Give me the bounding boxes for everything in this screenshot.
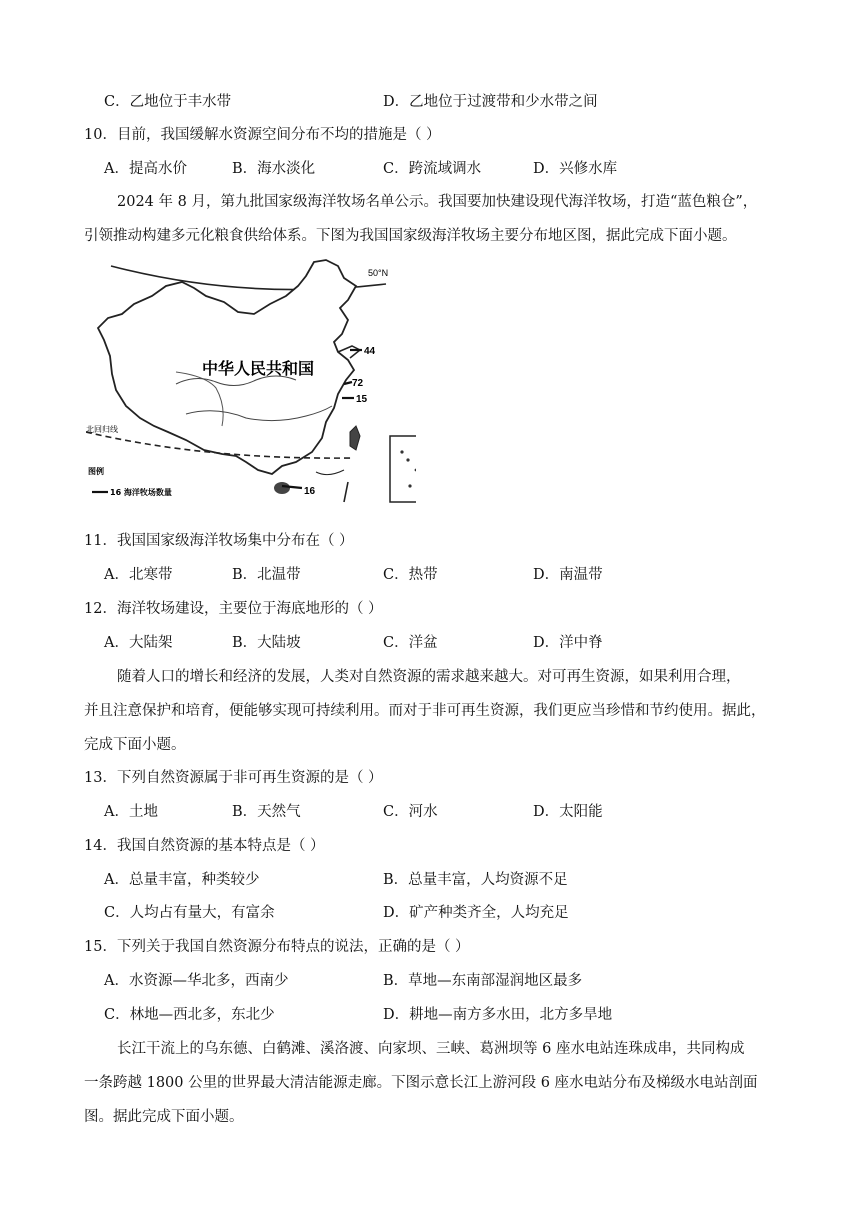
- passage2-line-3: 完成下面小题。: [84, 737, 186, 753]
- passage2-line-2: 并且注意保护和培育，便能够实现可持续利用。而对于非可再生资源，我们更应当珍惜和节约使用。据此，: [84, 703, 766, 719]
- lat-50n-label: 50°N: [368, 268, 389, 278]
- country-label: 中华人民共和国: [202, 359, 315, 378]
- passage3-line-2: 一条跨越 1800 公里的世界最大清洁能源走廊。下图示意长江上游河段 6 座水电站分布及梯级水电站剖面: [84, 1075, 758, 1091]
- q13-stem: 13．下列自然资源属于非可再生资源的是（ ）: [84, 770, 383, 786]
- q15-option-b: B．草地—东南部湿润地区最多: [383, 973, 583, 989]
- q14-option-b: B．总量丰富，人均资源不足: [383, 872, 568, 888]
- q11-option-a: A．北寒带: [104, 567, 173, 583]
- count-15: 15: [356, 394, 368, 405]
- count-16: 16: [304, 486, 316, 497]
- q15-option-d: D．耕地—南方多水田，北方多旱地: [383, 1007, 613, 1023]
- q12-option-b: B．大陆坡: [232, 635, 301, 651]
- passage1-line-1: 2024 年 8 月，第九批国家级海洋牧场名单公示。我国要加快建设现代海洋牧场，打造“蓝色粮仓”，: [117, 194, 758, 210]
- q13-option-d: D．太阳能: [533, 804, 603, 820]
- q10-option-b: B．海水淡化: [232, 161, 316, 177]
- q14-option-d: D．矿产种类齐全，人均充足: [383, 905, 569, 921]
- q11-option-d: D．南温带: [533, 567, 603, 583]
- hainan: [274, 482, 290, 494]
- q10-stem: 10．目前，我国缓解水资源空间分布不均的措施是（ ）: [84, 127, 441, 143]
- legend-item: 16 海洋牧场数量: [110, 488, 172, 497]
- q10-option-d: D．兴修水库: [533, 161, 618, 177]
- q11-option-c: C．热带: [383, 567, 438, 583]
- q12-option-c: C．洋盆: [383, 635, 438, 651]
- q10-option-a: A．提高水价: [104, 161, 187, 177]
- q11-stem: 11．我国国家级海洋牧场集中分布在（ ）: [84, 533, 354, 549]
- passage1-line-2: 引领推动构建多元化粮食供给体系。下图为我国国家级海洋牧场主要分布地区图，据此完成下面小题。: [84, 228, 737, 244]
- q12-option-a: A．大陆架: [104, 635, 173, 651]
- legend-title: 图例: [88, 467, 104, 476]
- taiwan: [350, 426, 360, 450]
- q15-option-a: A．水资源—华北多，西南少: [104, 973, 289, 989]
- tropic-label: 北回归线: [86, 425, 118, 434]
- passage3-line-1: 长江干流上的乌东德、白鹤滩、溪洛渡、向家坝、三峡、葛洲坝等 6 座水电站连珠成串，共同构成: [117, 1041, 745, 1057]
- q9-option-d: D．乙地位于过渡带和少水带之间: [383, 94, 598, 110]
- q9-option-c: C．乙地位于丰水带: [104, 94, 232, 110]
- q15-stem: 15．下列关于我国自然资源分布特点的说法，正确的是（ ）: [84, 939, 470, 955]
- q13-option-a: A．土地: [104, 804, 158, 820]
- q14-stem: 14．我国自然资源的基本特点是（ ）: [84, 838, 325, 854]
- marine-ranch-distribution-map: [86, 256, 416, 506]
- q13-option-c: C．河水: [383, 804, 438, 820]
- count-44: 44: [364, 346, 376, 357]
- q12-option-d: D．洋中脊: [533, 635, 603, 651]
- q10-option-c: C．跨流域调水: [383, 161, 482, 177]
- q14-option-a: A．总量丰富，种类较少: [104, 872, 260, 888]
- passage2-line-1: 随着人口的增长和经济的发展，人类对自然资源的需求越来越大。对可再生资源，如果利用合理，: [117, 669, 741, 685]
- q11-option-b: B．北温带: [232, 567, 301, 583]
- count-72: 72: [352, 378, 364, 389]
- q15-option-c: C．林地—西北多，东北少: [104, 1007, 275, 1023]
- passage3-line-3: 图。据此完成下面小题。: [84, 1109, 244, 1125]
- q13-option-b: B．天然气: [232, 804, 301, 820]
- q12-stem: 12．海洋牧场建设，主要位于海底地形的（ ）: [84, 601, 383, 617]
- south-china-sea-inset: [390, 436, 416, 502]
- q14-option-c: C．人均占有量大，有富余: [104, 905, 275, 921]
